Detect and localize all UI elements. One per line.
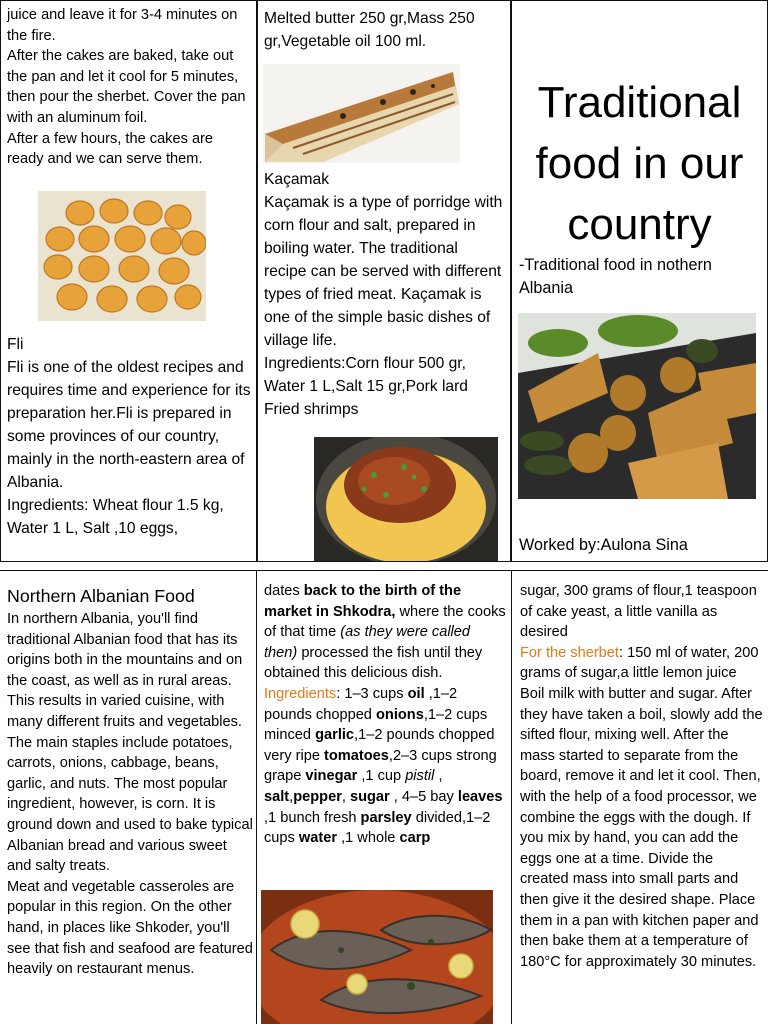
kacamak-title: Kaçamak — [264, 171, 330, 188]
text-span: divided,1–2 cups — [264, 809, 491, 847]
fli-title: Fli — [7, 336, 24, 353]
panel2-top-text: Melted butter 250 gr,Mass 250 gr,Vegetable oil 100 ml. — [264, 10, 475, 50]
text-span: , — [434, 768, 443, 785]
ingredient-carp: carp — [399, 830, 431, 847]
dough-ingredients: sugar, 300 grams of flour,1 teaspoon of cake yeast, a little vanilla as desired — [520, 583, 757, 641]
ingredients-label: Ingredients — [264, 685, 337, 702]
text-span: where the cooks of that time — [264, 603, 506, 641]
fli-description: Fli is one of the oldest recipes and requires time and experience for its preparation her.Fli is prepared in some provinces of our country, mainly in the north-eastern area of Albania. — [7, 359, 251, 491]
kacamak-description: Kaçamak is a type of porridge with corn flour and salt, prepared in boiling water. The traditional recipe can be served with different types of fried meat. Kaçamak is one of the simple basic dishes of village life. — [264, 194, 503, 349]
baked-cakes-photo-icon — [38, 191, 206, 321]
traditional-platter-photo-icon — [518, 313, 756, 499]
section-heading: Northern Albanian Food — [7, 586, 195, 606]
baked-carp-photo-icon — [261, 890, 493, 1024]
text-span: ,1–2 cups minced — [264, 706, 488, 744]
panel4-para1: In northern Albania, you'll find traditional Albanian food that has its origins both in the mountains and on the coast, as well as in rural areas. This results in varied cuisine, with many different fruits and vegetables. — [7, 611, 243, 730]
kacamak-dish-photo-icon — [314, 437, 498, 561]
cover-subtitle: -Traditional food in nothern Albania — [519, 256, 712, 297]
panel4-text — [7, 609, 253, 980]
ingredient-parsley: parsley — [360, 809, 412, 826]
text-span: back to the birth of the market in Shkodra, — [264, 583, 462, 620]
text-span: ,1 bunch fresh — [264, 809, 361, 826]
panel1-text-top — [7, 5, 251, 170]
text-span: ,1–2 pounds chopped very ripe — [264, 727, 495, 764]
ingredient-sugar: sugar — [349, 788, 390, 805]
text-span: (as they were called then) — [264, 624, 471, 661]
ingredient-vinegar: vinegar — [305, 768, 358, 785]
panel6-text — [520, 581, 764, 972]
ingredient-salt: salt — [264, 788, 290, 805]
panel2-kacamak-section — [264, 168, 504, 421]
fish-history-text — [264, 581, 506, 684]
text-span: ,1–2 pounds chopped — [264, 685, 458, 723]
ingredient-onions: onions — [375, 706, 424, 723]
page-title: Traditional food in our country — [535, 78, 744, 249]
panel1-para3: After a few hours, the cakes are ready and we can serve them. — [7, 130, 214, 168]
text-span: processed the fish until they obtained this delicious dish. — [264, 644, 483, 682]
fli-slice-photo-icon — [263, 64, 460, 163]
author-credit: Worked by:Aulona Sina — [519, 536, 688, 554]
panel1-para2: After the cakes are baked, take out the pan and let it cool for 5 minutes, then pour the sherbet. Cover the pan with an aluminum foil. — [7, 48, 246, 126]
text-span: , — [341, 788, 350, 805]
text-span: dates — [264, 583, 304, 599]
ingredient-tomatoes: tomatoes — [324, 747, 389, 764]
ingredient-garlic: garlic — [315, 727, 355, 744]
panel1-para1: juice and leave it for 3-4 minutes on the fire. — [7, 7, 238, 44]
preparation-steps: Boil milk with butter and sugar. After they have taken a boil, slowly add the sifted flour, mixing well. After the mass started to separate from the board, remove it and let it cool. Then, with the help of a food processor, we combine the eggs with the dough. If you mix by hand, you can add the eggs one at a time. Divide the created mass into small parts and then give it the desired shape. Place them in a pan with kitchen paper and then bake them at a temperature of 180°C for approximately 30 minutes. — [520, 685, 763, 970]
panel5-text — [264, 581, 506, 849]
sherbet-ingredients — [520, 643, 764, 684]
text-span: : 1–3 cups — [336, 685, 408, 702]
text-span: ,1 cup — [357, 768, 406, 785]
text-span: : 150 ml of water, 200 grams of sugar,a little lemon juice — [520, 644, 759, 682]
northern-albanian-food-panel — [0, 570, 257, 1024]
text-span: ,2–3 cups strong grape — [264, 747, 497, 785]
ingredient-water: water — [298, 830, 338, 847]
ingredient-oil: oil — [407, 685, 425, 702]
kacamak-ingredients: Ingredients:Corn flour 500 gr, Water 1 L,Salt 15 gr,Pork lard Fried shrimps — [264, 355, 468, 418]
panel1-fli-section — [7, 333, 251, 540]
text-span: , 4–5 bay — [389, 788, 458, 805]
panel4-para3: Meat and vegetable casseroles are popular in this region. On the other hand, in places like Shkoder, you'll see that fish and seafood are featured heavily on restaurant menus. — [7, 878, 253, 978]
ingredient-leaves: leaves — [457, 788, 503, 805]
ingredient-pepper: pepper — [293, 788, 342, 805]
sherbet-recipe-panel — [511, 570, 768, 1024]
ingredient-pistil: pistil — [405, 768, 435, 785]
fli-ingredients: Ingredients: Wheat flour 1.5 kg, Water 1 L, Salt ,10 eggs, — [7, 497, 224, 537]
sherbet-label: For the sherbet — [520, 644, 619, 661]
text-span: ,1 whole — [337, 830, 400, 847]
fish-ingredients — [264, 684, 506, 849]
text-span: , — [289, 788, 294, 805]
panel4-para2: The main staples include potatoes, carrots, onions, cabbage, beans, garlic, and nuts. The most popular ingredient, however, is corn. It is ground down and used to bake typical Albanian bread and various sweet and salty treats. — [7, 734, 253, 875]
